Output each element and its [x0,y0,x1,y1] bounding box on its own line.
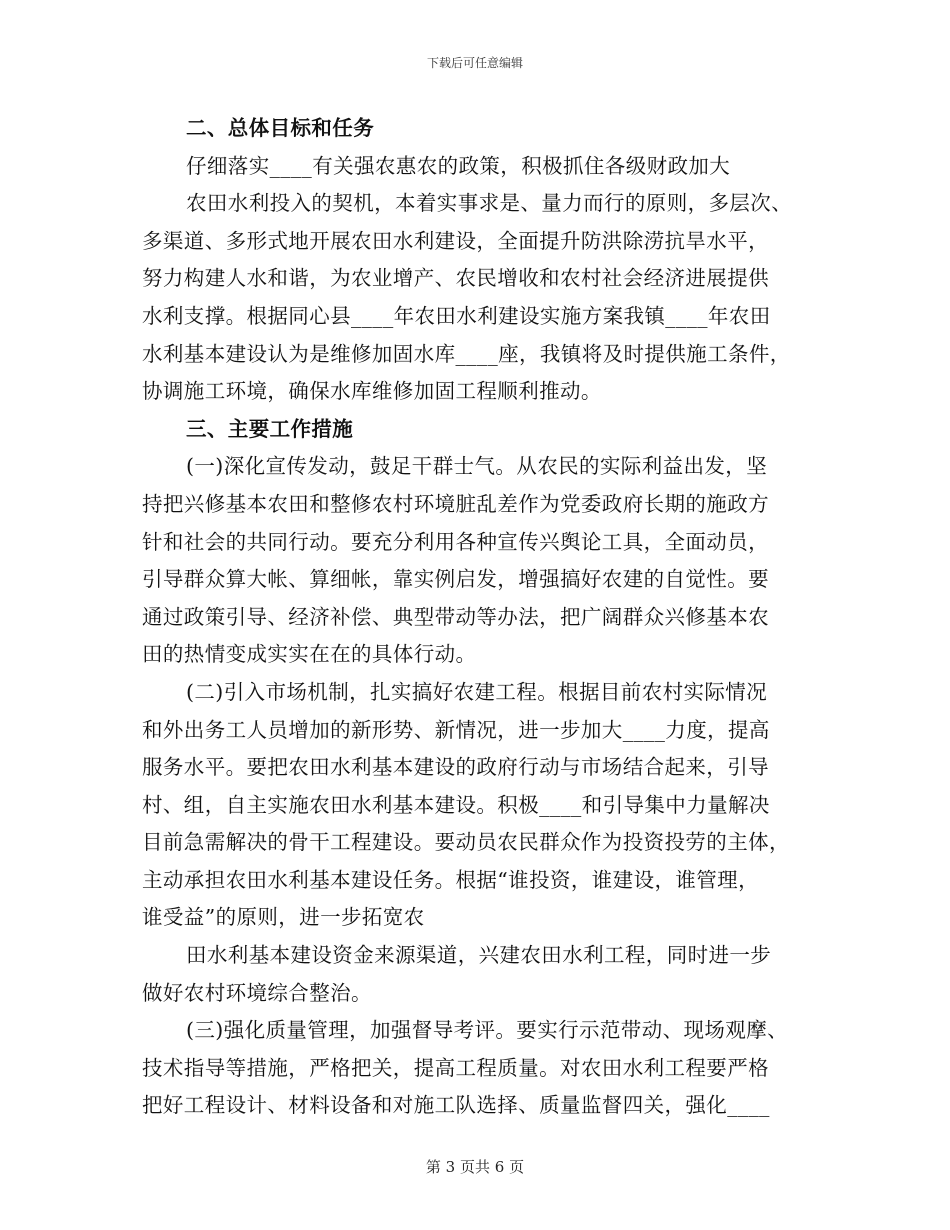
text-line-19: 村、组，自主实施农田水利基本建设。积极____和引导集中力量解决 [142,792,770,817]
text-line-4: 多渠道、多形式地开展农田水利建设，全面提升防洪除涝抗旱水平， [142,228,769,253]
text-line-21: 主动承担农田水利基本建设任务。根据“谁投资，谁建设，谁管理， [142,867,759,892]
text-line-7: 水利基本建设认为是维修加固水库____座，我镇将及时提供施工条件， [142,341,791,366]
text-line-12: 针和社会的共同行动。要充分利用各种宣传兴舆论工具，全面动员， [142,529,769,554]
text-line-5: 努力构建人水和谐，为农业增产、农民增收和农村社会经济进展提供 [142,266,769,291]
document-body [142,110,822,1125]
text-line-27: 把好工程设计、材料设备和对施工队选择、质量监督四关，强化____ [142,1093,770,1118]
text-line-15: 田的热情变成实实在在的具体行动。 [142,642,477,667]
text-line-3: 农田水利投入的契机，本着实事求是、量力而行的原则，多层次、 [186,191,793,216]
text-line-14: 通过政策引导、经济补偿、典型带动等办法，把广阔群众兴修基本农 [142,604,769,629]
text-line-20: 目前急需解决的骨干工程建设。要动员农民群众作为投资投劳的主体， [142,830,790,855]
text-line-9: 三、主要工作措施 [186,416,354,441]
text-line-16: (二)引入市场机制，扎实搞好农建工程。根据目前农村实际情况 [186,679,768,704]
text-line-25: (三)强化质量管理，加强督导考评。要实行示范带动、现场观摩、 [186,1018,788,1043]
text-line-23: 田水利基本建设资金来源渠道，兴建农田水利工程，同时进一步 [186,943,772,968]
text-line-17: 和外出务工人员增加的新形势、新情况，进一步加大____力度，提高 [142,717,770,742]
text-line-11: 持把兴修基本农田和整修农村环境脏乱差作为党委政府长期的施政方 [142,491,769,516]
text-line-10: (一)深化宣传发动，鼓足干群士气。从农民的实际利益出发，坚 [186,454,768,479]
page-header: 下载后可任意编辑 [426,56,523,70]
text-line-1: 二、总体目标和任务 [186,116,375,140]
text-line-22: 谁受益”的原则，进一步拓宽农 [142,905,425,930]
text-line-26: 技术指导等措施，严格把关，提高工程质量。对农田水利工程要严格 [142,1055,769,1080]
text-line-2: 仔细落实____有关强农惠农的政策，积极抓住各级财政加大 [186,153,731,178]
page-footer: 第 3 页共 6 页 [425,1158,525,1176]
text-line-6: 水利支撑。根据同心县____年农田水利建设实施方案我镇____年农田 [142,303,771,328]
text-line-24: 做好农村环境综合整治。 [142,980,372,1005]
text-line-13: 引导群众算大帐、算细帐，靠实例启发，增强搞好农建的自觉性。要 [142,567,769,592]
text-line-18: 服务水平。要把农田水利基本建设的政府行动与市场结合起来，引导 [142,755,769,780]
text-line-8: 协调施工环境，确保水库维修加固工程顺利推动。 [142,379,602,404]
